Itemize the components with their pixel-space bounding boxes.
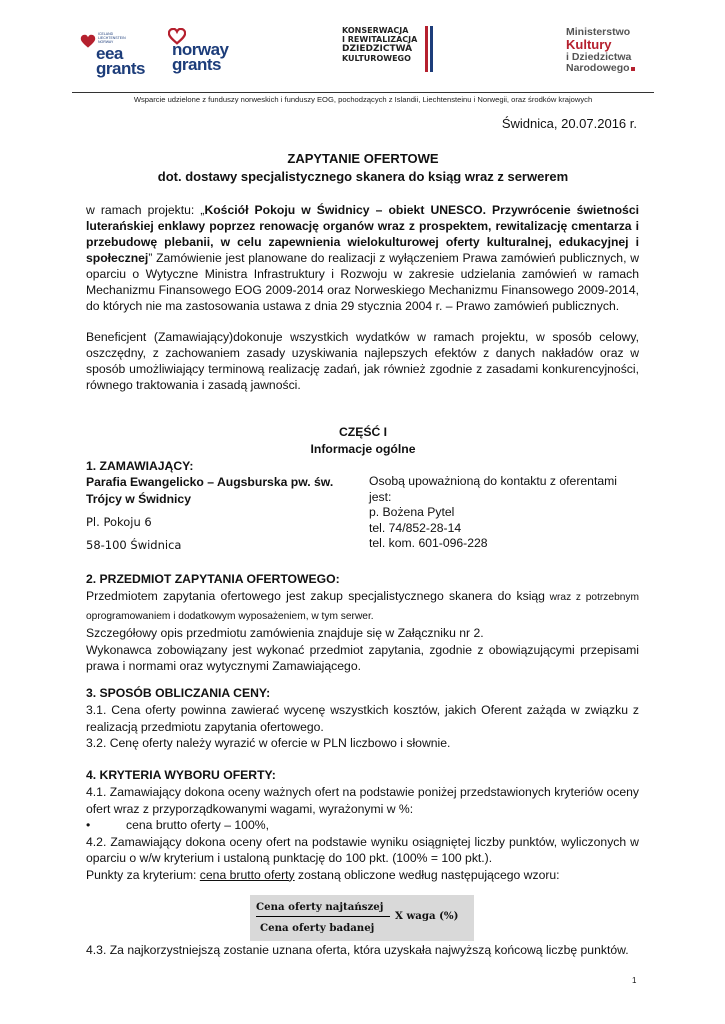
section2-line1-small: wraz z potrzebnym oprogramowaniem i dodatkowym wyposażeniem, w tym serwer. — [86, 592, 639, 622]
konserwacja-line: KONSERWACJA — [342, 26, 409, 35]
red-dot-icon — [631, 67, 635, 71]
bullet-icon: • — [86, 818, 91, 832]
zamawiajacy-block — [86, 474, 639, 564]
intro-rest: ” Zamówienie jest planowane do realizacji z wyłączeniem Prawa zamówień publicznych, w oparciu o Wytyczne Ministra Infrastruktury i Rozwoju w zakresie udzielania zamówień w ramach Mechanizmu Finansowego EOG 2009-2014 oraz Norweskiego Mechanizmu Finansowego 2009-2014, do których nie ma zastosowania ustawa z dnia 29 stycznia 2004 r. – Prawo zamówień publicznych. — [86, 251, 639, 313]
heart-icon — [80, 34, 96, 50]
beneficjent-paragraph: Beneficjent (Zamawiający)dokonuje wszystkich wydatków w ramach projektu, w sposób celowy, oszczędny, z zachowaniem zasady uzyskiwania najlepszych efektów z danych nakładów oraz w sposób umożliwiający terminową realizację zadań, jak również zgodnie z zasadami konkurencyjności, równego traktowania i zasadą jawności. — [86, 330, 639, 392]
contact-mobile: tel. kom. 601-096-228 — [369, 536, 488, 550]
part-subheading: Informacje ogólne — [310, 442, 416, 456]
section3-body — [86, 702, 639, 752]
eea-line1: eea — [96, 44, 123, 63]
section1-heading: 1. ZAMAWIAJĄCY: — [86, 459, 194, 473]
scoring-formula — [250, 895, 474, 941]
eea-tiny-text: ICELAND LIECHTENSTEIN NORWAY — [98, 32, 126, 44]
title-line1: ZAPYTANIE OFERTOWE — [287, 151, 439, 166]
contact-tel: tel. 74/852-28-14 — [369, 520, 462, 535]
konserwacja-line: KULTUROWEGO — [342, 53, 411, 63]
section4-bullet: cena brutto oferty – 100%, — [126, 818, 269, 832]
eea-line2: grants — [96, 59, 145, 78]
formula-operator: X waga (%) — [395, 910, 459, 922]
konserwacja-line: DZIEDZICTWA — [342, 43, 413, 54]
section2-heading: 2. PRZEDMIOT ZAPYTANIA OFERTOWEGO: — [86, 572, 340, 586]
zamawiajacy-address2: 58-100 Świdnica — [86, 538, 182, 552]
section4-body — [86, 784, 639, 883]
konserwacja-line: I REWITALIZACJA — [342, 35, 418, 45]
ministry-line1: Ministerstwo — [566, 26, 631, 38]
ministry-line3: i Dziedzictwa — [566, 51, 632, 63]
page-number: 1 — [632, 976, 637, 985]
contact-label: Osobą upoważnioną do kontaktu z oferentami jest: — [369, 474, 617, 504]
ministerstwo-logo — [544, 24, 654, 76]
eea-grants-logo — [78, 28, 148, 80]
header-logos — [72, 20, 653, 80]
ministry-line4: Narodowego — [566, 62, 630, 74]
intro-prefix: w ramach projektu: „ — [86, 203, 205, 217]
intro-paragraph — [86, 202, 639, 314]
section4-p4: 4.3. Za najkorzystniejszą zostanie uznana oferta, która uzyskała najwyższą końcową liczbę punktów. — [86, 943, 629, 957]
section4-p3-underlined: cena brutto oferty — [199, 867, 295, 882]
section4-p3-prefix: Punkty za kryterium: — [86, 867, 200, 882]
section4-p3-suffix: zostaną obliczone według następującego wzoru: — [294, 867, 560, 882]
norway-grants-logo — [164, 28, 239, 80]
logo-bar-red — [425, 26, 428, 72]
document-date: Świdnica, 20.07.2016 r. — [501, 116, 637, 131]
contact-person: p. Bożena Pytel — [369, 505, 455, 519]
support-text: Wsparcie udzielone z funduszy norweskich i funduszy EOG, pochodzących z Islandii, Liechtensteinu i Norwegii, oraz środków krajowych — [133, 95, 593, 104]
ministry-line2: Kultury — [566, 37, 612, 52]
norway-line1: norway — [172, 40, 229, 59]
formula-denominator: Cena oferty badanej — [260, 922, 375, 934]
logo-bar-blue — [430, 26, 433, 72]
title-line2: dot. dostawy specjalistycznego skanera do ksiąg wraz z serwerem — [157, 169, 569, 184]
zamawiajacy-address1: Pl. Pokoju 6 — [86, 515, 152, 529]
section2-line1: Przedmiotem zapytania ofertowego jest zakup specjalistycznego skanera do ksiąg — [86, 589, 545, 603]
part-heading: CZĘŚĆ I — [338, 425, 388, 439]
section2-body — [86, 588, 639, 675]
section3-heading: 3. SPOSÓB OBLICZANIA CENY: — [86, 686, 271, 700]
formula-numerator: Cena oferty najtańszej — [256, 901, 384, 913]
section4-p2: 4.2. Zamawiający dokona oceny ofert na podstawie wyniku osiągniętej liczby punktów, wyliczonych w oparciu o w/w kryterium i ustaloną punktację do 100 pkt. (100% = 100 pkt.). — [86, 834, 639, 865]
section4-p1: 4.1. Zamawiający dokona oceny ważnych ofert na podstawie poniżej przedstawionych kryteriów oceny ofert wraz z przyporządkowanymi wagami, wyrażonymi w %: — [86, 785, 639, 816]
zamawiajacy-name: Parafia Ewangelicko – Augsburska pw. św. Trójcy w Świdnicy — [86, 475, 334, 506]
section3-p1: 3.1. Cena oferty powinna zawierać wycenę wszystkich kosztów, jakich Oferent zażąda w związku z realizacją przedmiotu zapytania ofertowego. — [86, 703, 639, 734]
section3-p2: 3.2. Cenę oferty należy wyrazić w ofercie w PLN liczbowo i słownie. — [86, 736, 451, 750]
section4-heading: 4. KRYTERIA WYBORU OFERTY: — [86, 768, 276, 782]
norway-line2: grants — [172, 55, 221, 74]
konserwacja-logo — [342, 24, 432, 76]
formula-fraction-line — [256, 916, 390, 917]
section2-line3: Wykonawca zobowiązany jest wykonać przedmiot zapytania, zgodnie z obowiązującymi przepisami prawa i normami oraz wytycznymi Zamawiającego. — [86, 642, 639, 673]
section2-line2: Szczegółowy opis przedmiotu zamówienia znajduje się w Załączniku nr 2. — [86, 626, 484, 640]
document-title — [72, 150, 654, 186]
project-name: Kościół Pokoju w Świdnicy – obiekt UNESCO. Przywrócenie świetności luterańskiej enklawy poprzez renowację organów wraz z prospektem, rewitalizację cmentarza i przebudowę plebanii, w celu zapewnienia wielokulturowej oferty kulturalnej, edukacyjnej i społecznej — [86, 203, 639, 265]
header-divider — [72, 92, 654, 93]
